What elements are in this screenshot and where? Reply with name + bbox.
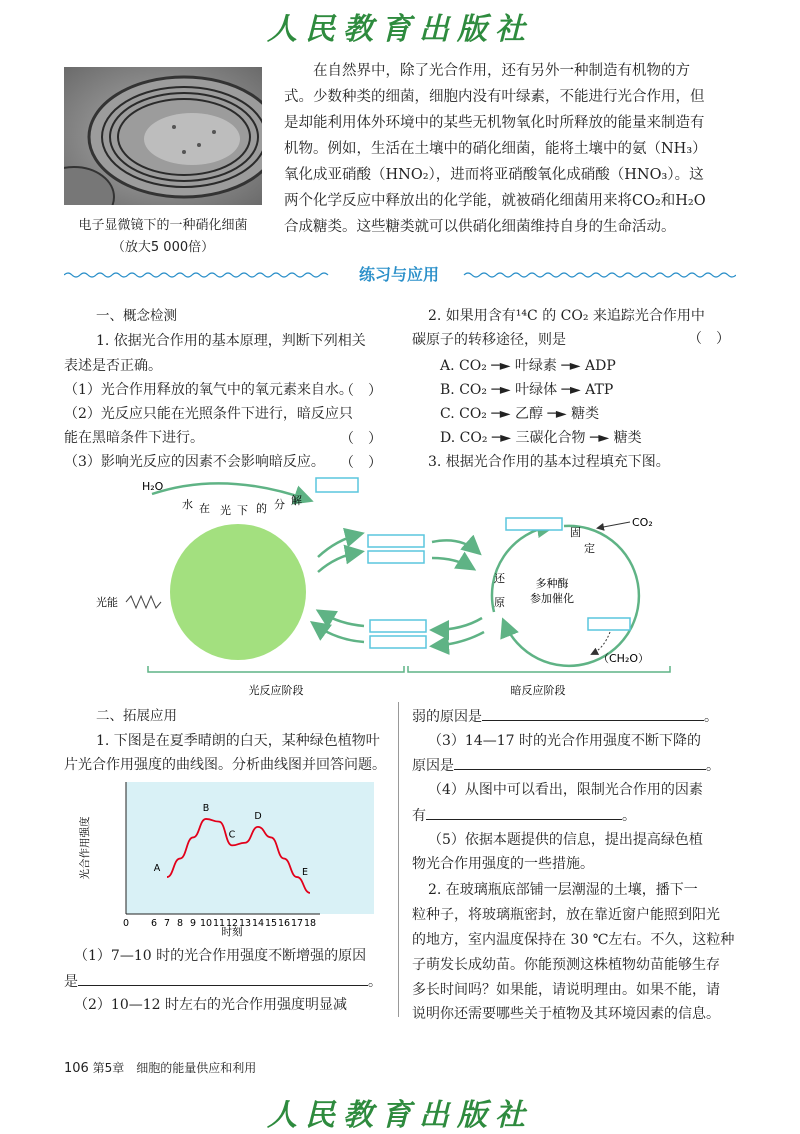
x-tick-label: 12: [225, 918, 239, 929]
option-c: C. CO₂ ─► 乙醇 ─► 糖类: [440, 406, 600, 422]
intro-line: 两个化学反应中释放出的化学能，就被硝化细菌用来将CO₂和H₂O: [284, 193, 706, 209]
sub5-line1: （5）依据本题提供的信息，提出提高绿色植: [428, 832, 703, 848]
answer-blank[interactable]: [482, 706, 704, 721]
ch2o-label: （CH₂O）: [598, 652, 650, 665]
intro-line: 合成糖类。这些糖类就可以供硝化细菌维持自身的生命活动。: [284, 219, 676, 235]
sub1-prefix: 是: [64, 974, 78, 990]
bacteria-micrograph: [64, 67, 262, 205]
fix-char: 固: [570, 526, 581, 539]
light-stage-bracket: [148, 666, 404, 672]
concept-q2-line2: 碳原子的转移途径，则是: [412, 332, 566, 348]
q2-line: 多长时间吗？如果能，请说明理由。如果不能，请: [412, 982, 720, 998]
micrograph-caption-line1: 电子显微镜下的一种硝化细菌: [78, 218, 248, 233]
water-char: 分: [274, 498, 285, 511]
column-divider: [398, 702, 399, 1017]
extension-q1-line2: 片光合作用强度的曲线图。分析曲线图并回答问题。: [64, 757, 386, 773]
concept-item3: （3）影响光反应的因素不会影响暗反应。: [64, 454, 325, 470]
concept-heading: 一、概念检测: [96, 308, 177, 324]
fill-box[interactable]: [370, 636, 426, 648]
arrow-to-dark: [318, 552, 360, 572]
q2-line: 子萌发长成幼苗。你能预测这株植物幼苗能够生存: [412, 957, 720, 973]
concept-item1: （1）光合作用释放的氧气中的氧元素来自水。: [64, 382, 353, 398]
fill-box[interactable]: [368, 535, 424, 547]
co2-arrow: [598, 522, 630, 528]
sub5-line2: 物光合作用强度的一些措施。: [412, 856, 594, 872]
thylakoid-circle: [170, 524, 306, 660]
period: 。: [706, 758, 720, 774]
water-char: 下: [237, 504, 248, 517]
concept-item2-line1: （2）光反应只能在光照条件下进行，暗反应只: [64, 406, 353, 422]
extension-q1-line1: 1. 下图是在夏季晴朗的白天，某种绿色植物叶: [96, 733, 380, 749]
q2-line: 2. 在玻璃瓶底部铺一层潮湿的土壤，播下一: [428, 882, 698, 898]
water-char: 在: [199, 502, 210, 515]
enzyme-label: 多种酶: [535, 577, 569, 590]
answer-blank[interactable]: [426, 805, 622, 820]
dark-stage-bracket: [408, 666, 670, 672]
reduce-char: 还: [494, 572, 505, 585]
concept-q2-line1: 2. 如果用含有¹⁴C 的 CO₂ 来追踪光合作用中: [428, 308, 705, 324]
micrograph-caption-line2: （放大5 000倍）: [111, 240, 215, 255]
x-axis-label: 时刻: [221, 926, 243, 938]
fill-box[interactable]: [316, 478, 358, 492]
water-split-arrow: [152, 483, 309, 500]
option-d: D. CO₂ ─► 三碳化合物 ─► 糖类: [440, 430, 642, 446]
fill-box[interactable]: [368, 551, 424, 563]
x-tick-label: 14: [251, 918, 265, 929]
reduce-char: 原: [494, 596, 505, 609]
point-label-c: C: [228, 829, 236, 841]
sub2-line1: （2）10—12 时左右的光合作用强度明显减: [74, 997, 347, 1013]
answer-bracket[interactable]: （ ）: [340, 431, 382, 447]
light-stage-label: 光反应阶段: [248, 684, 304, 697]
light-zigzag: [126, 596, 161, 608]
sub2-line2: [412, 706, 718, 727]
x-tick-label: 7: [163, 918, 171, 929]
answer-blank[interactable]: [454, 755, 706, 770]
fill-box[interactable]: [370, 620, 426, 632]
x-tick-label: 18: [303, 918, 317, 929]
concept-q1-line2: 表述是否正确。: [64, 358, 162, 374]
x-tick-label: 6: [150, 918, 158, 929]
co2-label: CO₂: [632, 516, 653, 529]
answer-blank[interactable]: [78, 971, 368, 986]
publisher-logo: 人民教育出版社: [267, 1098, 533, 1133]
enzyme-label: 参加催化: [530, 592, 574, 605]
sub1-line2: [64, 971, 382, 992]
chart-background: [126, 782, 374, 914]
x-tick-label: 15: [264, 918, 278, 929]
section-title: 练习与应用: [358, 265, 439, 284]
fill-box[interactable]: [588, 618, 630, 630]
sub3-line1: （3）14—17 时的光合作用强度不断下降的: [428, 733, 701, 749]
q2-line: 的地方，室内温度保持在 30 ℃左右。不久，这粒种: [412, 932, 735, 948]
y-axis-label: 光合作用强度: [79, 816, 91, 880]
x-tick-label: 11: [212, 918, 226, 929]
x-tick-label: 13: [238, 918, 252, 929]
concept-q3: 3. 根据光合作用的基本过程填充下图。: [428, 454, 670, 470]
answer-bracket[interactable]: （ ）: [340, 455, 382, 471]
dark-stage-label: 暗反应阶段: [510, 684, 566, 697]
concept-item2-line2: 能在黑暗条件下进行。: [64, 430, 204, 446]
photosynthesis-diagram: [64, 472, 736, 702]
section-title-bar: [64, 263, 736, 287]
point-label-b: B: [202, 802, 210, 814]
water-char: 的: [256, 502, 267, 515]
water-char: 水: [182, 498, 193, 511]
period: 。: [368, 974, 382, 990]
intro-line: 机物。例如，生活在土壤中的硝化细菌，能将土壤中的氨（NH₃）: [284, 141, 707, 157]
arrow-to-light: [434, 618, 482, 630]
extension-heading: 二、拓展应用: [96, 708, 177, 724]
answer-bracket[interactable]: （ ）: [688, 331, 730, 347]
period: 。: [704, 709, 718, 725]
publisher-logo: 人民教育出版社: [267, 12, 533, 47]
answer-bracket[interactable]: （ ）: [340, 383, 382, 399]
option-b: B. CO₂ ─► 叶绿体 ─► ATP: [440, 382, 614, 398]
arrow-to-light: [434, 632, 484, 646]
sub3-prefix: 原因是: [412, 758, 454, 774]
sub4-line2: [412, 805, 636, 826]
arrow-to-light: [320, 612, 364, 626]
sub2-prefix: 弱的原因是: [412, 709, 482, 725]
x-tick-label: 0: [122, 918, 130, 929]
intro-paragraph: [284, 58, 734, 240]
arrow-to-light: [314, 624, 364, 642]
sub4-line1: （4）从图中可以看出，限制光合作用的因素: [428, 782, 703, 798]
concept-q1-line1: 1. 依据光合作用的基本原理，判断下列相关: [96, 333, 366, 349]
photosynthesis-chart: [74, 778, 374, 938]
h2o-label: H₂O: [142, 480, 164, 493]
light-energy-label: 光能: [96, 596, 118, 609]
option-a: A. CO₂ ─► 叶绿素 ─► ADP: [440, 358, 616, 374]
page-number: 106: [64, 1061, 89, 1076]
ch2o-arrow: [592, 632, 610, 654]
x-tick-label: 17: [290, 918, 304, 929]
point-label-d: D: [254, 810, 262, 822]
x-tick-label: 9: [189, 918, 197, 929]
fill-box[interactable]: [506, 518, 562, 530]
intro-line: 式。少数种类的细菌，细胞内没有叶绿素，不能进行光合作用，但: [284, 89, 705, 105]
sub1-line1: （1）7—10 时的光合作用强度不断增强的原因: [74, 948, 367, 964]
intro-line: 氧化成亚硝酸（HNO₂），进而将亚硝酸氧化成硝酸（HNO₃）。这: [284, 167, 704, 183]
intro-line: 是却能利用体外环境中的某些无机物氧化时所释放的能量来制造有: [284, 115, 705, 131]
q2-line: 粒种子，将玻璃瓶密封，放在靠近窗户能照到阳光: [412, 907, 720, 923]
x-tick-label: 10: [199, 918, 213, 929]
point-label-e: E: [301, 867, 309, 879]
water-char: 解: [291, 494, 302, 507]
chart-svg: [74, 778, 374, 938]
sub3-line2: [412, 755, 720, 776]
x-tick-label: 16: [277, 918, 291, 929]
intro-line: 在自然界中，除了光合作用，还有另外一种制造有机物的方: [313, 63, 690, 79]
sub4-prefix: 有: [412, 808, 426, 824]
q2-line: 说明你还需要哪些关于植物及其环境因素的信息。: [412, 1006, 720, 1022]
point-label-a: A: [153, 863, 161, 875]
page-footer: [64, 1058, 256, 1079]
x-tick-label: 8: [176, 918, 184, 929]
arrow-to-dark: [432, 558, 472, 568]
arrow-to-dark: [432, 540, 478, 552]
chapter-title: 第5章 细胞的能量供应和利用: [92, 1061, 257, 1075]
fix-char: 定: [584, 542, 595, 555]
water-char: 光: [220, 504, 231, 517]
period: 。: [622, 808, 636, 824]
